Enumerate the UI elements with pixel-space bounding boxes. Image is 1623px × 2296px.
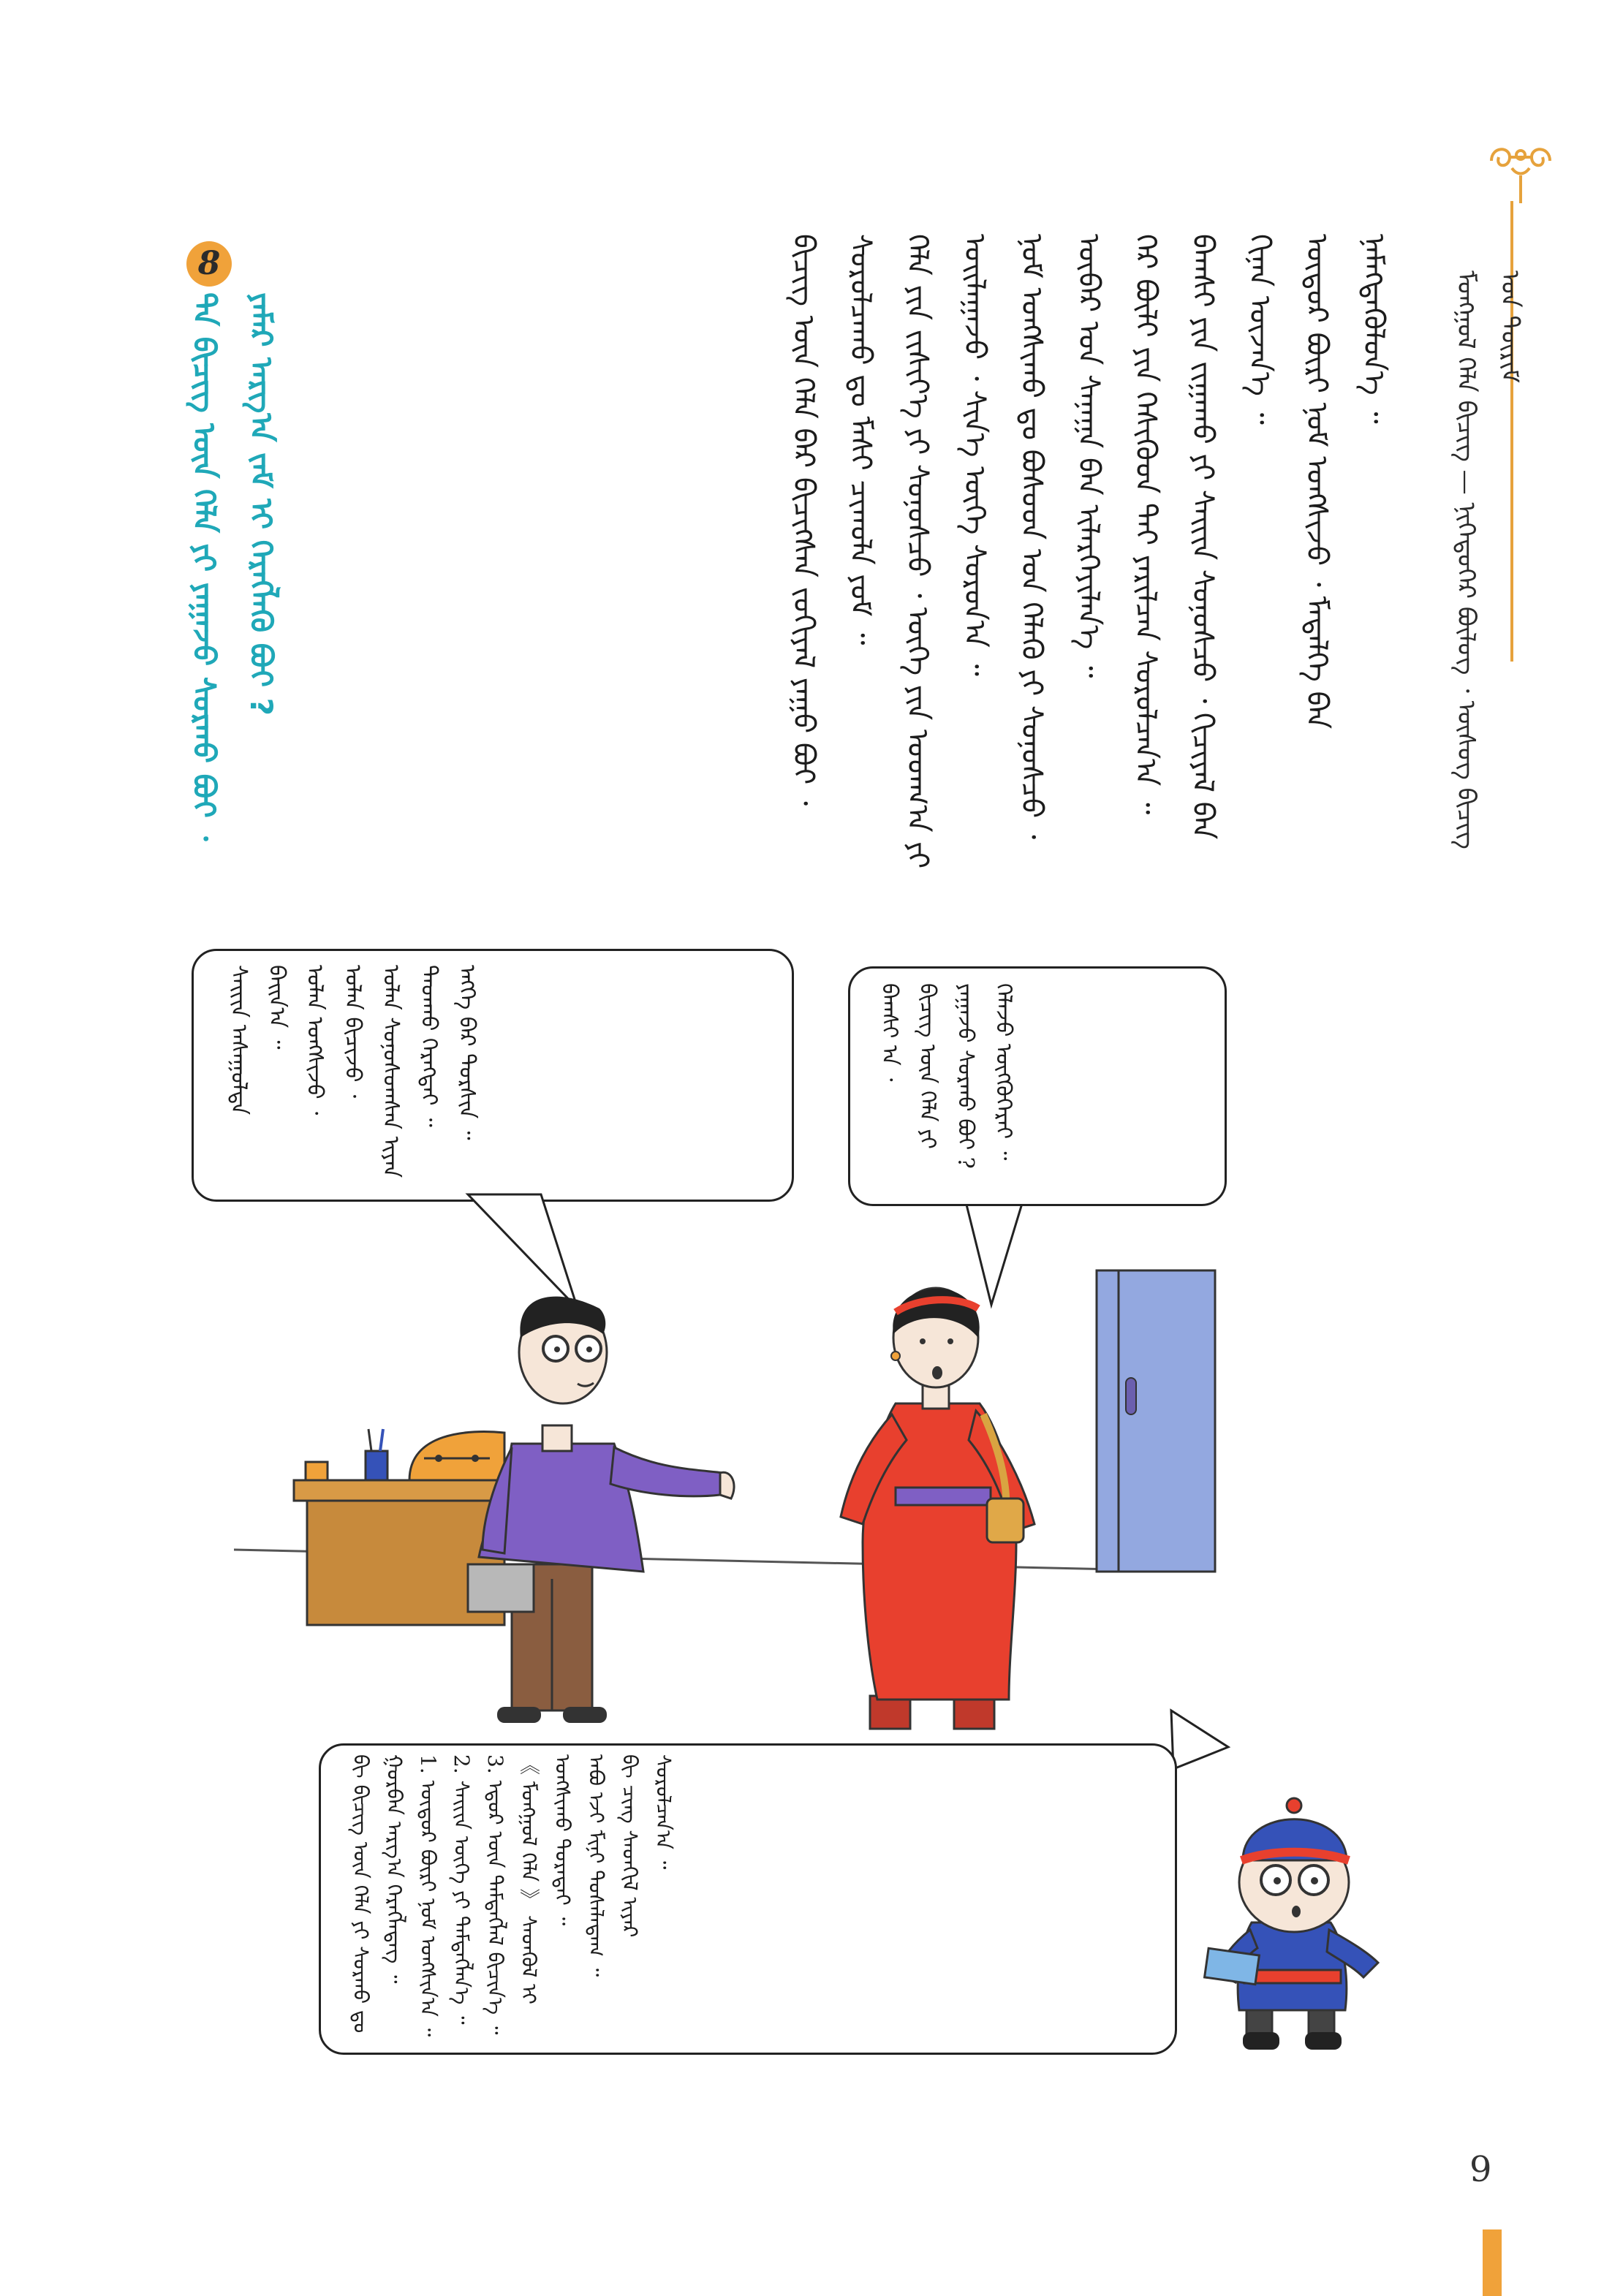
- teacher-line: ᠣᠯᠠᠨ ᠰᠣᠨᠣᠰᠤᠭᠰᠠᠨ ᠢᠶᠠᠨ: [378, 965, 404, 1178]
- teacher-line: ᠣᠯᠠᠨ ᠪᠢᠴᠢᠵᠦ ᠂: [340, 965, 366, 1099]
- body-paragraph: ᠬᠡᠯᠡ ᠶᠢᠨ ᠵᠢᠱᠢᠶ᠎ᠡ ᠶᠢ ᠰᠣᠨᠣᠰᠴᠤ ᠂ ᠦᠭᠡ ᠶᠢᠨ ᠤᠳᠬ᠎ᠠ ᠶᠢ ᠣᠢᠯᠠᠭᠠᠵᠤ ᠂ ᠰᠢᠨ᠎ᠡ ᠦᠭᠡ ᠰᠤᠷᠤᠨ᠎ᠠ ᠃: [901, 234, 991, 869]
- page-tab: [1483, 2229, 1502, 2296]
- page-number: 9: [1469, 2149, 1492, 2190]
- child-line: 《 ᠮᠣᠩᠭᠣᠯ ᠬᠡᠯᠡ 》 ᠰᠡᠳᠬᠦᠯ ᠢ: [517, 1754, 541, 2004]
- child-line: 1. ᠥᠳᠥᠷ ᠪᠦᠷᠢ ᠨᠣᠮ ᠤᠩᠰᠢᠨ᠎ᠠ ᠃: [416, 1754, 440, 2037]
- body-paragraph: ᠪᠢᠴᠢᠭ ᠦᠨ ᠬᠡᠯᠡ ᠪᠡᠷ ᠪᠢᠴᠢᠭᠰᠡᠨ ᠵᠣᠬᠢᠶᠠᠯ ᠶᠠᠭᠤ ᠪᠣᠢ ᠂ ᠰᠤᠷᠤᠯᠴᠠᠬᠤ ᠳᠤ ᠮᠠᠰᠢ ᠴᠢᠬᠤᠯᠠ ᠶᠤᠮ ᠃: [787, 234, 877, 806]
- body-paragraph: ᠥᠳᠥᠷ ᠪᠦᠷᠢ ᠨᠣᠮ ᠤᠩᠰᠢᠵᠤ ᠂ ᠮᠡᠳᠡᠯᠭᠡ ᠪᠡᠨ ᠨᠡᠮᠡᠭᠳᠡᠭᠦᠯᠦᠨ᠎ᠡ ᠃: [1300, 234, 1391, 730]
- child-line: 2. ᠰᠠᠢᠢᠨ ᠦᠭᠡ ᠶᠢ ᠲᠡᠮᠳᠡᠭᠯᠡᠨ᠎ᠡ ᠃: [450, 1754, 474, 2025]
- woman-line: ᠪᠢᠴᠢᠭ ᠦᠨ ᠬᠡᠯᠡ ᠶᠢ: [915, 983, 940, 1149]
- teacher-line: ᠡᠩᠭᠡ ᠪᠡᠷ ᠲᠤᠷᠰᠢᠨ ᠃: [454, 965, 480, 1140]
- teacher-figure: [468, 1297, 734, 1723]
- woman-line: ᠶᠠᠭᠠᠵᠤ ᠰᠤᠷᠬᠤ ᠪᠤᠢ ?: [953, 983, 978, 1169]
- teacher-line: ᠰᠠᠢᠢᠨ ᠠᠰᠠᠭᠤᠯᠳᠠ ᠪᠠᠢᠨ᠎ᠠ ᠃: [226, 965, 290, 1115]
- child-line: ᠠᠪᠤ ᠡᠵᠢ ᠮᠢᠨᠢ ᠲᠤᠰᠠᠯᠠᠳᠠᠭ ᠃: [584, 1754, 608, 1977]
- body-paragraph: ᠨᠤᠮ ᠤᠩᠰᠢᠬᠤ ᠳᠤ ᠪᠤᠰᠤᠳ ᠤᠨ ᠬᠡᠯᠡᠬᠦ ᠶᠢ ᠰᠣᠨᠣᠰᠴᠤ ᠂ ᠥᠪᠡᠷ ᠤᠨ ᠰᠠᠨᠠᠭᠠ ᠪᠠᠨ ᠢᠯᠡᠷᠬᠡᠶᠢᠯᠡᠨ᠎ᠡ ᠃: [1015, 234, 1105, 840]
- woman-line: ᠪᠠᠭᠰᠢ ᠠ ᠂: [877, 983, 902, 1082]
- running-title: ᠮᠣᠩᠭᠣᠯ ᠬᠡᠯᠡ ᠪᠢᠴᠢᠭ — ᠨᠢᠭᠡᠳᠦᠭᠡᠷ ᠪᠦᠯᠦᠭ ᠂ ᠦᠰᠦᠭ ᠪᠢᠴᠢᠭ ᠤᠨ ᠳᠦᠷᠢᠮ: [1451, 270, 1524, 849]
- woman-line: ᠬᠡᠯᠡᠵᠦ ᠥᠭᠭᠦᠭᠡᠷᠡᠢ ᠃: [991, 983, 1016, 1161]
- question-line: ᠲᠠ ᠪᠢᠴᠢᠭ ᠦᠨ ᠬᠡᠯᠡ ᠶᠢ ᠶᠠᠭᠠᠵᠤ ᠰᠤᠷᠬᠤ ᠪᠤᠢ ᠂: [186, 292, 222, 841]
- body-paragraph: ᠭᠡᠷ ᠪᠦᠯᠢ ᠶᠢᠨ ᠭᠡᠰᠢᠭᠦᠳ ᠲᠡᠢ ᠶᠠᠷᠢᠯᠴᠠᠨ ᠰᠤᠷᠤᠯᠴᠠᠨ᠎ᠠ ᠃: [1129, 234, 1162, 815]
- child-line: ᠰᠤᠷᠤᠯᠴᠠᠨ᠎ᠠ ᠃: [651, 1754, 676, 1870]
- child-figure: [1205, 1798, 1378, 2050]
- door-illustration: [1097, 1270, 1215, 1572]
- child-line: 3. ᠡᠳᠦᠷ ᠦᠨ ᠲᠡᠮᠳᠡᠭᠯᠡᠯ ᠪᠢᠴᠢᠨ᠎ᠡ ᠃: [483, 1754, 507, 2035]
- woman-figure: [841, 1288, 1034, 1729]
- child-line: ᠤᠩᠰᠢᠬᠤ ᠳᠤᠷᠠᠲᠠᠢ ᠃: [551, 1754, 575, 1926]
- teacher-line: ᠳᠠᠳᠬᠤ ᠬᠡᠷᠡᠭᠲᠡᠢ ᠃: [416, 965, 442, 1127]
- child-line: ᠪᠢ ᠪᠢᠴᠢᠭ ᠦᠨ ᠬᠡᠯᠡ ᠶᠢ ᠰᠤᠷᠬᠤ ᠳᠤ ᠭᠤᠷᠪᠠᠨ ᠠᠷᠭ᠎ᠠ ᠬᠡᠷᠡᠭᠯᠡᠳᠡᠭ ᠃: [349, 1754, 406, 2034]
- question-line: ᠶᠠᠮᠠᠷ ᠠᠷᠭ᠎ᠠ ᠵᠠᠮ ᠢ ᠬᠡᠷᠡᠭᠯᠡᠬᠦ ᠪᠤᠢ ?: [243, 292, 279, 716]
- teacher-line: ᠣᠯᠠᠨ ᠤᠩᠰᠢᠵᠤ ᠂: [302, 965, 328, 1115]
- child-line: ᠪᠢ ᠴᠢᠩ ᠰᠡᠳᠬᠢᠯ ᠢᠶᠡᠷ: [618, 1754, 642, 1938]
- body-paragraph: ᠪᠠᠭᠰᠢ ᠶᠢᠨ ᠵᠢᠭᠠᠬᠤ ᠶᠢ ᠰᠠᠢᠢᠨ ᠰᠣᠨᠣᠰᠴᠤ ᠂ ᠬᠢᠴᠢᠶᠡᠯ ᠪᠡᠨ ᠬᠢᠨᠠᠨ ᠦᠵᠡᠨ᠎ᠡ ᠃: [1186, 234, 1276, 840]
- question-number-badge: 8: [186, 241, 232, 287]
